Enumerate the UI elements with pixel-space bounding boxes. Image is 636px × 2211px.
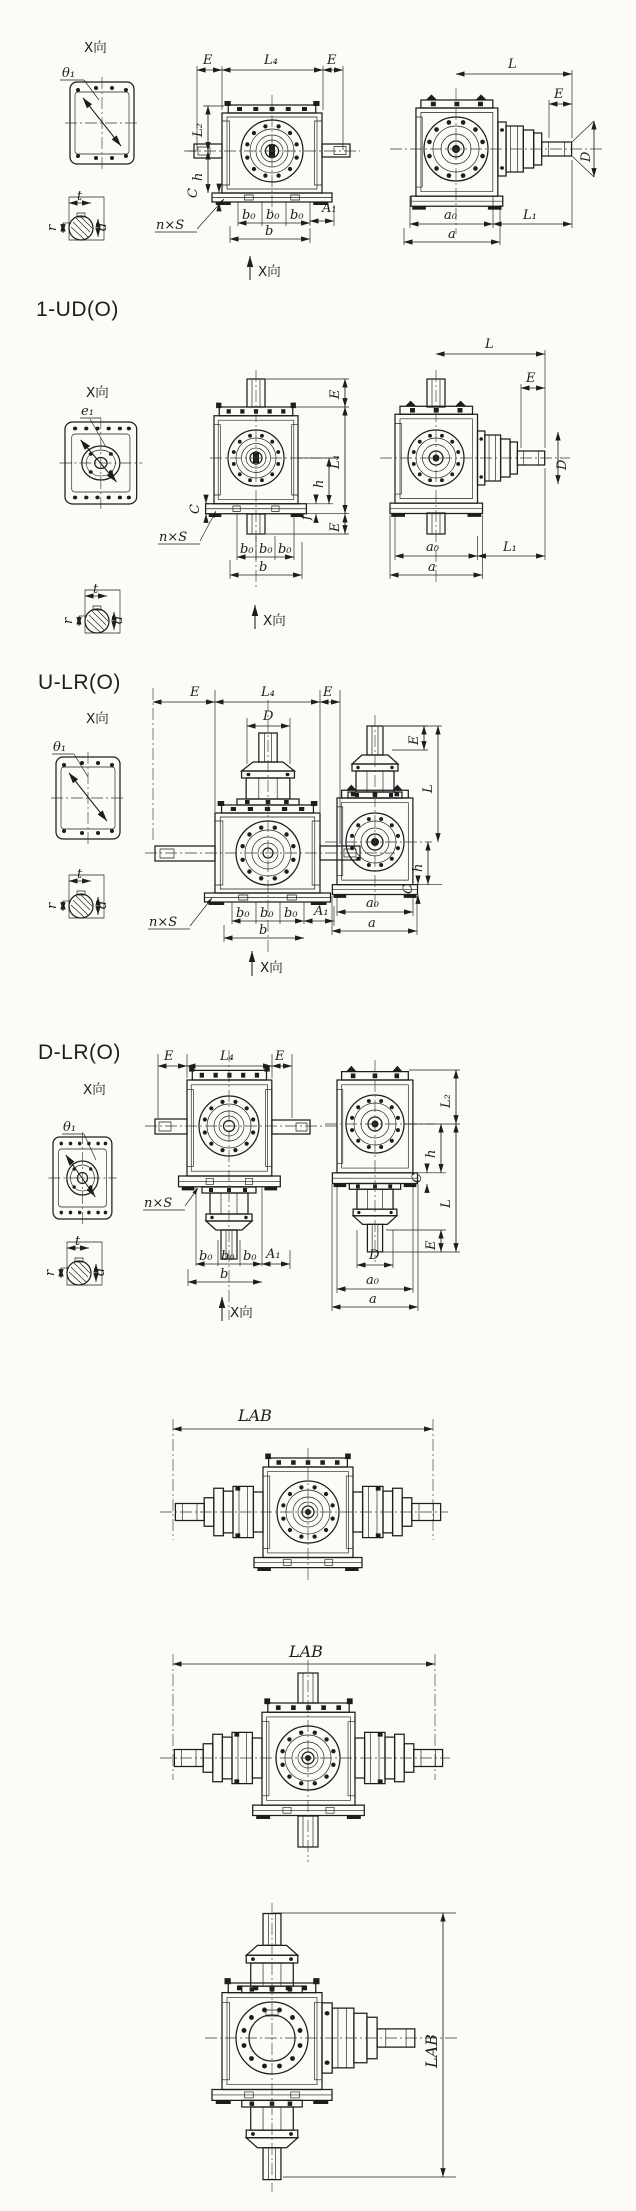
- dim-label-L4: L₄: [264, 53, 278, 68]
- dim-label-L4: L₄: [328, 455, 343, 469]
- dim-label-a: a: [448, 227, 456, 242]
- dim-label-a: a: [369, 1292, 377, 1307]
- dim-label-b0: b₀: [243, 1249, 257, 1264]
- dim-label-C: C: [401, 884, 416, 894]
- dim-label-E: E: [424, 1240, 439, 1250]
- dim-label-r: r: [45, 224, 60, 231]
- dim-label-LAB: LAB: [422, 2034, 441, 2068]
- side-view-4: [325, 1060, 435, 1262]
- dim-label-D: D: [579, 151, 594, 162]
- aux-flange-view-3: [51, 711, 125, 844]
- dim-label-h: h: [312, 479, 327, 488]
- dim-label-C: C: [188, 504, 203, 514]
- dim-label-b: b: [259, 560, 268, 575]
- view-direction-label: X向: [230, 1305, 253, 1321]
- dim-label-nxs: n×S: [144, 1196, 173, 1211]
- dim-label-L: L: [439, 1199, 454, 1208]
- dim-label-a0: a₀: [366, 1273, 379, 1288]
- dim-label-E: E: [203, 53, 213, 68]
- view-direction-label: X向: [83, 1082, 106, 1098]
- section-6-lab-hor-vert: [160, 1642, 450, 1862]
- dim-label-t: t: [77, 867, 83, 882]
- dim-label-r: r: [43, 1269, 58, 1276]
- aux-flange-view-1: [60, 40, 139, 169]
- dim-label-L: L: [421, 784, 436, 793]
- dim-label-E: E: [407, 735, 422, 745]
- dim-label-h: h: [424, 1149, 439, 1158]
- section-title-1udo: 1-UD(O): [36, 298, 119, 321]
- side-view-1-dimensions: [404, 57, 594, 245]
- dim-label-D: D: [555, 459, 570, 470]
- dim-label-L: L: [508, 57, 517, 72]
- dim-label-b0: b₀: [259, 542, 273, 557]
- section-title-ulro: U-LR(O): [38, 671, 121, 694]
- dim-label-E: E: [328, 389, 343, 399]
- front-view-3-dimensions: [148, 685, 340, 976]
- dim-label-a: a: [428, 560, 436, 575]
- aux-shaft-section-1: [45, 189, 110, 240]
- section-1-lr-arrangement: [45, 40, 604, 280]
- dim-label-b0: b₀: [290, 208, 304, 223]
- dim-label-L: L: [485, 337, 494, 352]
- dim-label-t: t: [77, 189, 83, 204]
- dim-label-C: C: [186, 188, 201, 198]
- section-title-dlro: D-LR(O): [38, 1041, 121, 1064]
- dim-label-r: r: [61, 617, 76, 624]
- dim-label-E: E: [327, 53, 337, 68]
- section-7-lab-vert: [205, 1903, 460, 2192]
- dim-label-b0: b₀: [221, 1249, 235, 1264]
- dim-label-t: t: [93, 582, 99, 597]
- section-3-ulro: [38, 671, 442, 976]
- dim-label-a0: a₀: [426, 540, 439, 555]
- dim-label-L4: L₄: [220, 1049, 234, 1064]
- view-direction-label: X向: [260, 960, 283, 976]
- gearbox-double-coupling-view: [160, 1448, 448, 1580]
- front-view-4: [145, 1050, 340, 1320]
- dim-label-b: b: [220, 1267, 229, 1282]
- dim-label-b0: b₀: [284, 906, 298, 921]
- dim-label-A1: A₁: [314, 904, 329, 919]
- aux-shaft-section-2: [61, 582, 126, 633]
- dim-label-b0: b₀: [240, 542, 254, 557]
- dim-label-theta1: θ₁: [63, 1120, 77, 1135]
- dim-label-f: f: [299, 515, 314, 520]
- dim-label-E: E: [526, 371, 536, 386]
- dim-label-t: t: [75, 1234, 81, 1249]
- dim-label-d: d: [111, 615, 126, 624]
- view-direction-label: X向: [84, 40, 107, 56]
- dim-label-E: E: [328, 522, 343, 532]
- dim-label-b0: b₀: [242, 208, 256, 223]
- dim-label-b0: b₀: [199, 1249, 213, 1264]
- dim-label-a0: a₀: [444, 208, 457, 223]
- view-direction-label: X向: [258, 264, 281, 280]
- dim-label-e1: e₁: [81, 404, 94, 419]
- dim-label-D: D: [369, 1248, 380, 1263]
- dim-label-A1: A₁: [322, 201, 337, 216]
- view-direction-label: X向: [86, 385, 109, 401]
- section-4-dlro: [38, 1041, 460, 1321]
- dim-label-L2: L₂: [191, 123, 206, 137]
- dim-label-nxs: n×S: [156, 218, 185, 233]
- aux-shaft-section-3: [45, 867, 110, 918]
- view-direction-label: X向: [86, 711, 109, 727]
- dim-label-b: b: [265, 224, 274, 239]
- dim-label-a0: a₀: [366, 896, 379, 911]
- dim-label-h: h: [411, 863, 426, 872]
- dim-label-b0: b₀: [266, 208, 280, 223]
- dim-label-nxs: n×S: [149, 915, 178, 930]
- side-view-4-dimensions: [332, 1070, 460, 1311]
- dim-label-d: d: [95, 900, 110, 909]
- dim-label-nxs: n×S: [159, 530, 188, 545]
- dim-label-C: C: [410, 1173, 425, 1183]
- dim-label-A1: A₁: [266, 1247, 281, 1262]
- dim-label-b0: b₀: [260, 906, 274, 921]
- dim-label-L1: L₁: [523, 208, 537, 223]
- dim-label-a: a: [368, 916, 376, 931]
- dim-label-r: r: [45, 902, 60, 909]
- dim-label-h: h: [191, 172, 206, 181]
- aux-flange-view-2: [59, 385, 142, 509]
- gearbox-four-shaft-view: [160, 1660, 450, 1862]
- dim-label-LAB: LAB: [289, 1642, 323, 1661]
- dim-label-E: E: [275, 1049, 285, 1064]
- dim-label-E: E: [190, 685, 200, 700]
- dim-label-L4: L₄: [261, 685, 275, 700]
- front-view-1: [184, 95, 360, 212]
- section-5-lab-hor: [160, 1406, 448, 1580]
- aux-flange-view-4: [48, 1082, 116, 1224]
- dim-label-d: d: [95, 222, 110, 231]
- view-direction-label: X向: [263, 613, 286, 629]
- dim-label-E: E: [554, 87, 564, 102]
- dim-label-E: E: [323, 685, 333, 700]
- dim-label-b0: b₀: [278, 542, 292, 557]
- dim-label-b: b: [259, 923, 268, 938]
- dim-label-LAB: LAB: [238, 1406, 272, 1425]
- dim-label-d: d: [93, 1267, 108, 1276]
- dim-label-D: D: [263, 709, 274, 724]
- dim-label-L2: L₂: [439, 1094, 454, 1108]
- dim-label-L1: L₁: [503, 540, 517, 555]
- dim-label-E: E: [164, 1049, 174, 1064]
- dim-label-b0: b₀: [236, 906, 250, 921]
- dim-label-theta1: θ₁: [53, 740, 67, 755]
- section-2-1udo: [36, 298, 570, 633]
- aux-shaft-section-4: [43, 1234, 108, 1285]
- side-view-2: [380, 370, 570, 585]
- dim-label-theta1: θ₁: [62, 66, 76, 81]
